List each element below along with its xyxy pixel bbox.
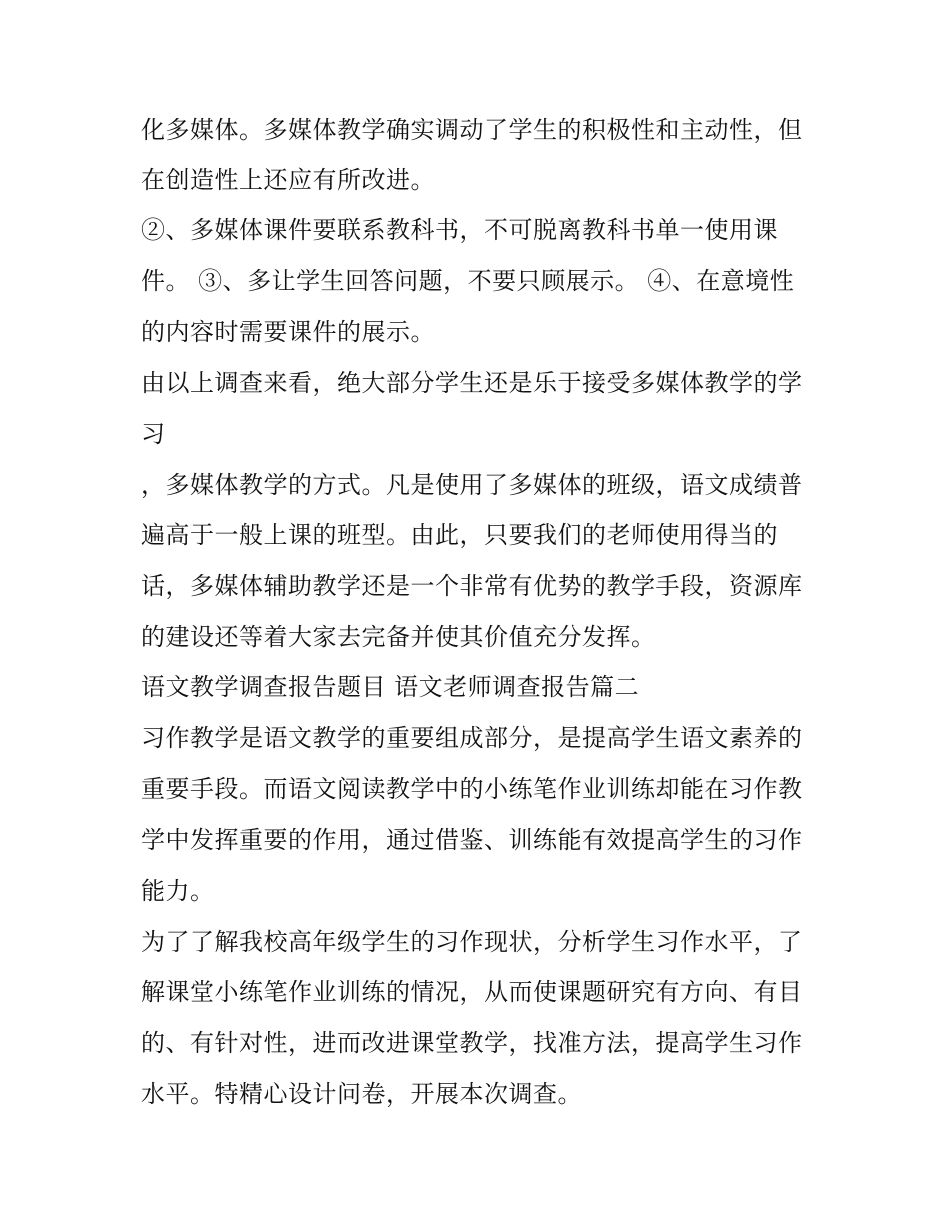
text-line: 在创造性上还应有所改进。	[141, 166, 435, 194]
text-line: 由以上调查来看，绝大部分学生还是乐于接受多媒体教学的学	[141, 369, 803, 397]
text-line: 重要手段。而语文阅读教学中的小练笔作业训练却能在习作教	[141, 775, 803, 803]
text-line: 能力。	[141, 877, 215, 905]
text-line: ，多媒体教学的方式。凡是使用了多媒体的班级，语文成绩普	[141, 471, 803, 499]
text-line: 习作教学是语文教学的重要组成部分，是提高学生语文素养的	[141, 724, 803, 752]
text-line: 习	[141, 420, 166, 448]
text-line: ②、多媒体课件要联系教科书，不可脱离教科书单一使用课	[141, 216, 778, 244]
text-line: 的、有针对性，进而改进课堂教学，找准方法，提高学生习作	[141, 1029, 803, 1057]
text-line: 话，多媒体辅助教学还是一个非常有优势的教学手段，资源库	[141, 572, 803, 600]
text-line: 的建设还等着大家去完备并使其价值充分发挥。	[141, 623, 656, 651]
text-line: 学中发挥重要的作用，通过借鉴、训练能有效提高学生的习作	[141, 826, 803, 854]
text-line: 的内容时需要课件的展示。	[141, 318, 435, 346]
text-line: 件。 ③、多让学生回答问题，不要只顾展示。 ④、在意境性	[141, 267, 795, 295]
text-line: 解课堂小练笔作业训练的情况，从而使课题研究有方向、有目	[141, 978, 803, 1006]
text-line: 化多媒体。多媒体教学确实调动了学生的积极性和主动性，但	[141, 116, 803, 144]
text-line: 遍高于一般上课的班型。由此，只要我们的老师使用得当的	[141, 521, 778, 549]
text-line: 水平。特精心设计问卷，开展本次调查。	[141, 1080, 582, 1108]
section-heading: 语文教学调查报告题目 语文老师调查报告篇二	[141, 673, 640, 701]
text-line: 为了了解我校高年级学生的习作现状，分析学生习作水平，了	[141, 928, 803, 956]
